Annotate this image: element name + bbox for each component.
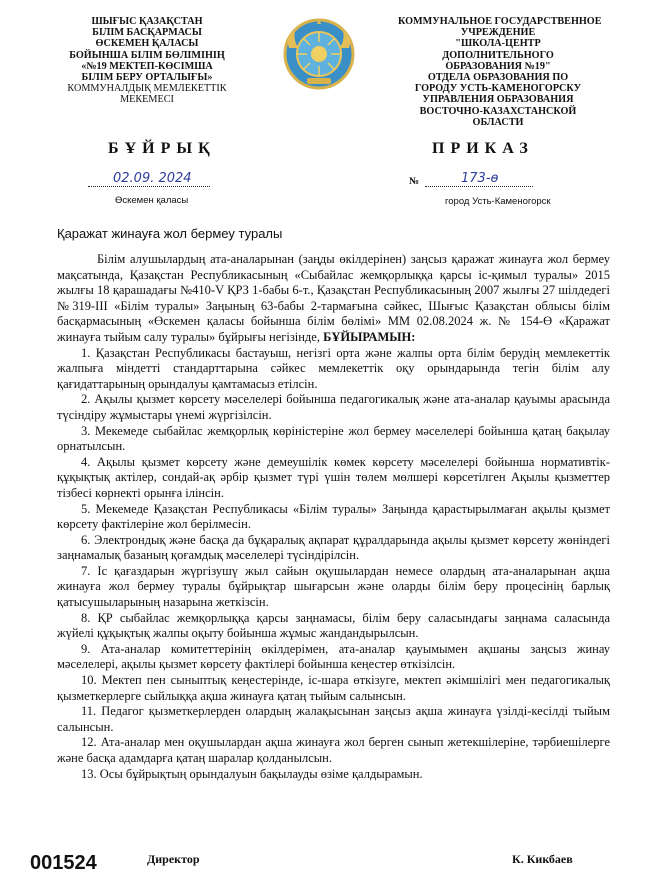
order-item: 2. Ақылы қызмет көрсету мәселелері бойынша педагогикалық және ата-аналар қауымы арасында түсіндіру жұмыстары үнемі жүргізілсін. (57, 392, 610, 422)
header-left-line: БІЛІМ БЕРУ ОРТАЛЫҒЫ» (81, 72, 213, 84)
doc-type-ru: ПРИКАЗ (432, 140, 534, 157)
order-item: 9. Ата-аналар комитеттерінің өкілдерімен, ата-аналар қауымымен ақшаны заңсыз жинау мәселелері, ақылы қызмет көрсету фактілері бойынша кеңестер өткізілсін. (57, 641, 610, 672)
number-line (425, 186, 533, 187)
order-item: 11. Педагог қызметкерлерден олардың жалақысынан заңсыз ақша жинауға үзілді-кесілді тыйым салынсын. (57, 704, 610, 734)
serial-number: 001524 (30, 852, 97, 874)
order-item: 10. Мектеп пен сыныптық кеңестерінде, іс-шара өткізуге, мектеп әкімшілігі мен педагогикалық қызметкерлерге сыйлыққа ақша жинауға қатаң тыйым салынсын. (57, 673, 610, 703)
order-item: 13. Осы бұйрықтың орындалуын бақылауды өзіме қалдырамын. (81, 766, 423, 781)
order-item: 5. Мекемеде Қазақстан Республикасы «Білім туралы» Заңында қарастырылмаған ақылы қызмет көрсету фактілеріне жол берілмесін. (57, 501, 610, 532)
header-left-kz (62, 16, 232, 106)
order-item: 7. Іс қағаздарын жүргізушү жыл сайын оқушылардан немесе олардың ата-аналарынан ақша жинауға жол бермеу туралы бұйрықтар шығарсын және оларды білім беру процесінің барлық қатысушыларының назарына жеткізсін. (57, 563, 610, 610)
intro-text: Білім алушылардың ата-аналарынан (заңды өкілдерінен) заңсыз қаражат жинауға жол бермеу мақсатында, Қазақстан Республикасының «Сыбайлас жемқорлыққа қарсы іс-қимыл туралы» 2015 жылғы 18 қарашадағы №410-V ҚРЗ 1-бабы 6-т., Қазақстан Республикасының 2007 жылғы 27 шілдедегі №319-ІІІ «Білім туралы» Заңының 63-бабы 2-тармағына сәйкес, Шығыс Қазақстан облысы білім басқармасының «Өскемен қаласы бойынша білім бөлімі» ММ 02.08.2024 ж. № 154-Ө «Қаражат жинауға тыйым салу туралы» бұйрығы негізінде, (57, 252, 610, 344)
order-items (57, 346, 610, 783)
order-item: 12. Ата-аналар мен оқушылардан ақша жинауға жол берген сынып жетекшілеріне, тәрбиешілерге және басқа адамдарға қатаң шаралар қолданылсын. (57, 735, 610, 765)
order-body (57, 252, 610, 782)
header-right-line: УПРАВЛЕНИЯ ОБРАЗОВАНИЯ (422, 94, 574, 106)
header-right-line: ОТДЕЛА ОБРАЗОВАНИЯ ПО (427, 72, 569, 84)
header-left-line: БІЛІМ БАСҚАРМАСЫ (92, 27, 202, 39)
signer-name: К. Кикбаев (512, 852, 573, 866)
header-right-line: "ШКОЛА-ЦЕНТР (455, 38, 541, 50)
number-handwritten: 173-ө (461, 171, 499, 186)
doc-type-kz: БҰЙРЫҚ (108, 140, 216, 157)
order-subject: Қаражат жинауға жол бермеу туралы (57, 226, 283, 241)
header-left-line: БОЙЫНША БІЛІМ БӨЛІМІНІҢ (69, 49, 225, 61)
header-right-line: ВОСТОЧНО-КАЗАХСТАНСКОЙ (419, 105, 577, 117)
date-line (88, 186, 210, 187)
header-left-line: ШЫҒЫС ҚАЗАҚСТАН (91, 16, 203, 27)
state-emblem-icon (283, 18, 355, 90)
order-item: 3. Мекемеде сыбайлас жемқорлық көріністеріне жол бермеу мәселелері бойынша қатаң бақылау орнатылсын. (57, 423, 610, 454)
header-right-line: КОММУНАЛЬНОЕ ГОСУДАРСТВЕННОЕ (398, 16, 602, 27)
order-word: БҰЙЫРАМЫН (323, 329, 412, 344)
order-item: 8. ҚР сыбайлас жемқорлыққа қарсы заңнамасы, білім беру саласындағы заңнама саласында жүйелі құқықтық жалпы оқыту бойынша жұмыс жандандырылсын. (57, 610, 610, 641)
signer-title: Директор (147, 852, 200, 866)
order-item: 4. Ақылы қызмет көрсету және демеушілік көмек көрсету мәселелері бойынша нормативтік-құқықтық актілер, сондай-ақ әрбір қызмет түрі үшін төлем мөлшері көрсетілген Ақылы қызметтер тізбесі көрнекті орынға ілінсін. (57, 454, 610, 500)
city-kz: Өскемен қаласы (115, 195, 189, 206)
header-right-line: ОБРАЗОВАНИЯ №19" (445, 60, 551, 72)
header-left-line: КОММУНАЛДЫҚ МЕМЛЕКЕТТІК (67, 83, 227, 95)
number-sign: № (409, 176, 420, 187)
order-intro: Білім алушылардың ата-аналарынан (заңды өкілдерінен) заңсыз қаражат жинауға жол бермеу мақсатында, Қазақстан Республикасының «Сыбайлас жемқорлыққа қарсы іс-қимыл туралы» 2015 жылғы 18 қарашадағы №410-V ҚРЗ 1-бабы 6-т., Қазақстан Республикасының 2007 жылғы 27 шілдедегі №319-ІІІ «Білім туралы» Заңының 63-бабы 2-тармағына сәйкес, Шығыс Қазақстан облысы білім басқармасының «Өскемен қаласы бойынша білім бөлімі» ММ 02.08.2024 ж. № 154-Ө «Қаражат жинауға тыйым салу туралы» бұйрығы негізінде, БҰЙЫРАМЫН: (57, 252, 610, 344)
header-left-line: ӨСКЕМЕН ҚАЛАСЫ (95, 38, 199, 50)
header-right-line: ОБЛАСТИ (472, 116, 524, 128)
header-right-line: УЧРЕЖДЕНИЕ (460, 27, 536, 39)
order-item: 6. Электрондық және басқа да бұқаралық ақпарат құралдарында ақылы қызмет көрсету жөніндегі заңнамалық базаның қоғамдық мәселелері түсіндірілсін. (57, 532, 610, 563)
header-left-line: МЕКЕМЕСІ (120, 94, 174, 106)
order-item: 1. Қазақстан Республикасы бастауыш, негізгі орта және жалпы орта білім берудің мемлекеттік жалпыға міндетті стандарттарына сәйкес мемлекеттік оқу орындарында тегін білім алу қағидаттарының орындалуы қамтамасыз етілсін. (57, 345, 610, 391)
header-left-line: «№19 МЕКТЕП-КӨСІМША (81, 60, 213, 72)
header-right-line: ДОПОЛНИТЕЛЬНОГО (442, 49, 554, 61)
header-right-line: ГОРОДУ УСТЬ-КАМЕНОГОРСКУ (414, 83, 582, 95)
city-ru: город Усть-Каменогорск (445, 196, 551, 207)
date-handwritten: 02.09. 2024 (113, 171, 192, 186)
header-right-ru (398, 16, 602, 128)
